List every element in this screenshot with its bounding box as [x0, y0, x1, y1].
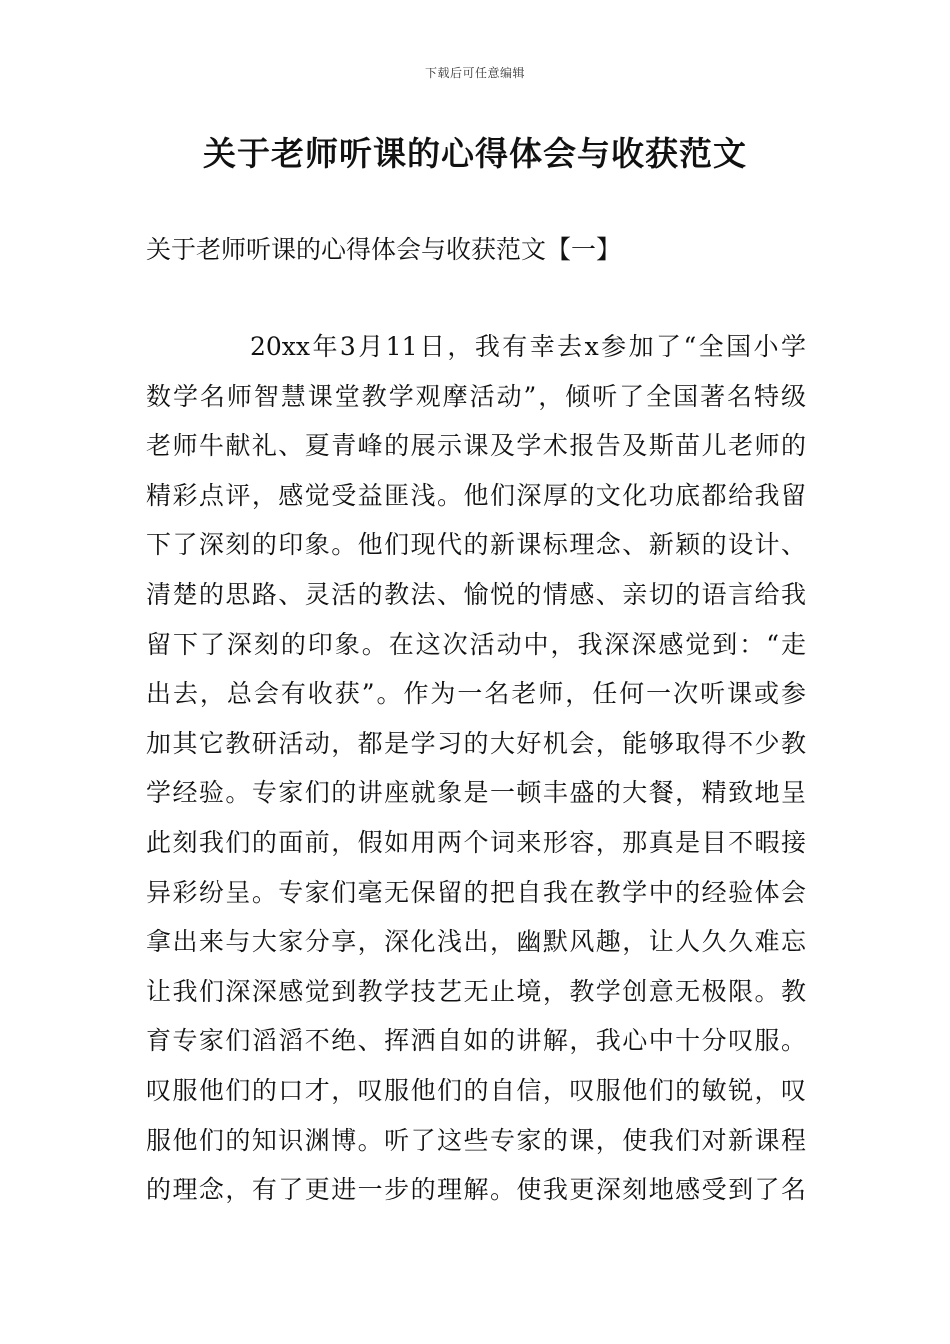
text-line: 异彩纷呈。专家们毫无保留的把自我在教学中的经验体会 [146, 877, 806, 907]
text-line: 让我们深深感觉到教学技艺无止境，教学创意无极限。教 [146, 976, 806, 1006]
text-line: 精彩点评，感觉受益匪浅。他们深厚的文化功底都给我留 [146, 480, 806, 510]
text-line: 20xx年3月11日，我有幸去x参加了“全国小学 [250, 332, 806, 361]
body-paragraph [146, 322, 806, 1215]
text-line: 服他们的知识渊博。听了这些专家的课，使我们对新课程 [146, 1125, 806, 1155]
section-heading: 关于老师听课的心得体会与收获范文【一】 [146, 235, 622, 264]
text-line: 出去，总会有收获”。作为一名老师，任何一次听课或参 [146, 679, 806, 709]
text-line: 老师牛献礼、夏青峰的展示课及学术报告及斯苗儿老师的 [146, 431, 806, 461]
text-line: 留下了深刻的印象。在这次活动中，我深深感觉到：“走 [146, 629, 806, 659]
text-line: 拿出来与大家分享，深化浅出，幽默风趣，让人久久难忘 [146, 927, 806, 957]
text-line: 育专家们滔滔不绝、挥洒自如的讲解，我心中十分叹服。 [146, 1026, 806, 1056]
text-line: 学经验。专家们的讲座就象是一顿丰盛的大餐，精致地呈 [146, 778, 806, 808]
document-title: 关于老师听课的心得体会与收获范文 [203, 134, 747, 173]
text-line: 加其它教研活动，都是学习的大好机会，能够取得不少教 [146, 728, 806, 758]
text-line: 数学名师智慧课堂教学观摩活动”，倾听了全国著名特级 [146, 381, 806, 411]
text-line: 叹服他们的口才，叹服他们的自信，叹服他们的敏锐，叹 [146, 1075, 806, 1105]
text-line: 下了深刻的印象。他们现代的新课标理念、新颖的设计、 [146, 530, 806, 560]
text-line: 清楚的思路、灵活的教法、愉悦的情感、亲切的语言给我 [146, 579, 806, 609]
header-note: 下载后可任意编辑 [424, 66, 525, 80]
text-line: 此刻我们的面前，假如用两个词来形容，那真是目不暇接 [146, 827, 806, 857]
text-line: 的理念，有了更进一步的理解。使我更深刻地感受到了名 [146, 1175, 806, 1205]
